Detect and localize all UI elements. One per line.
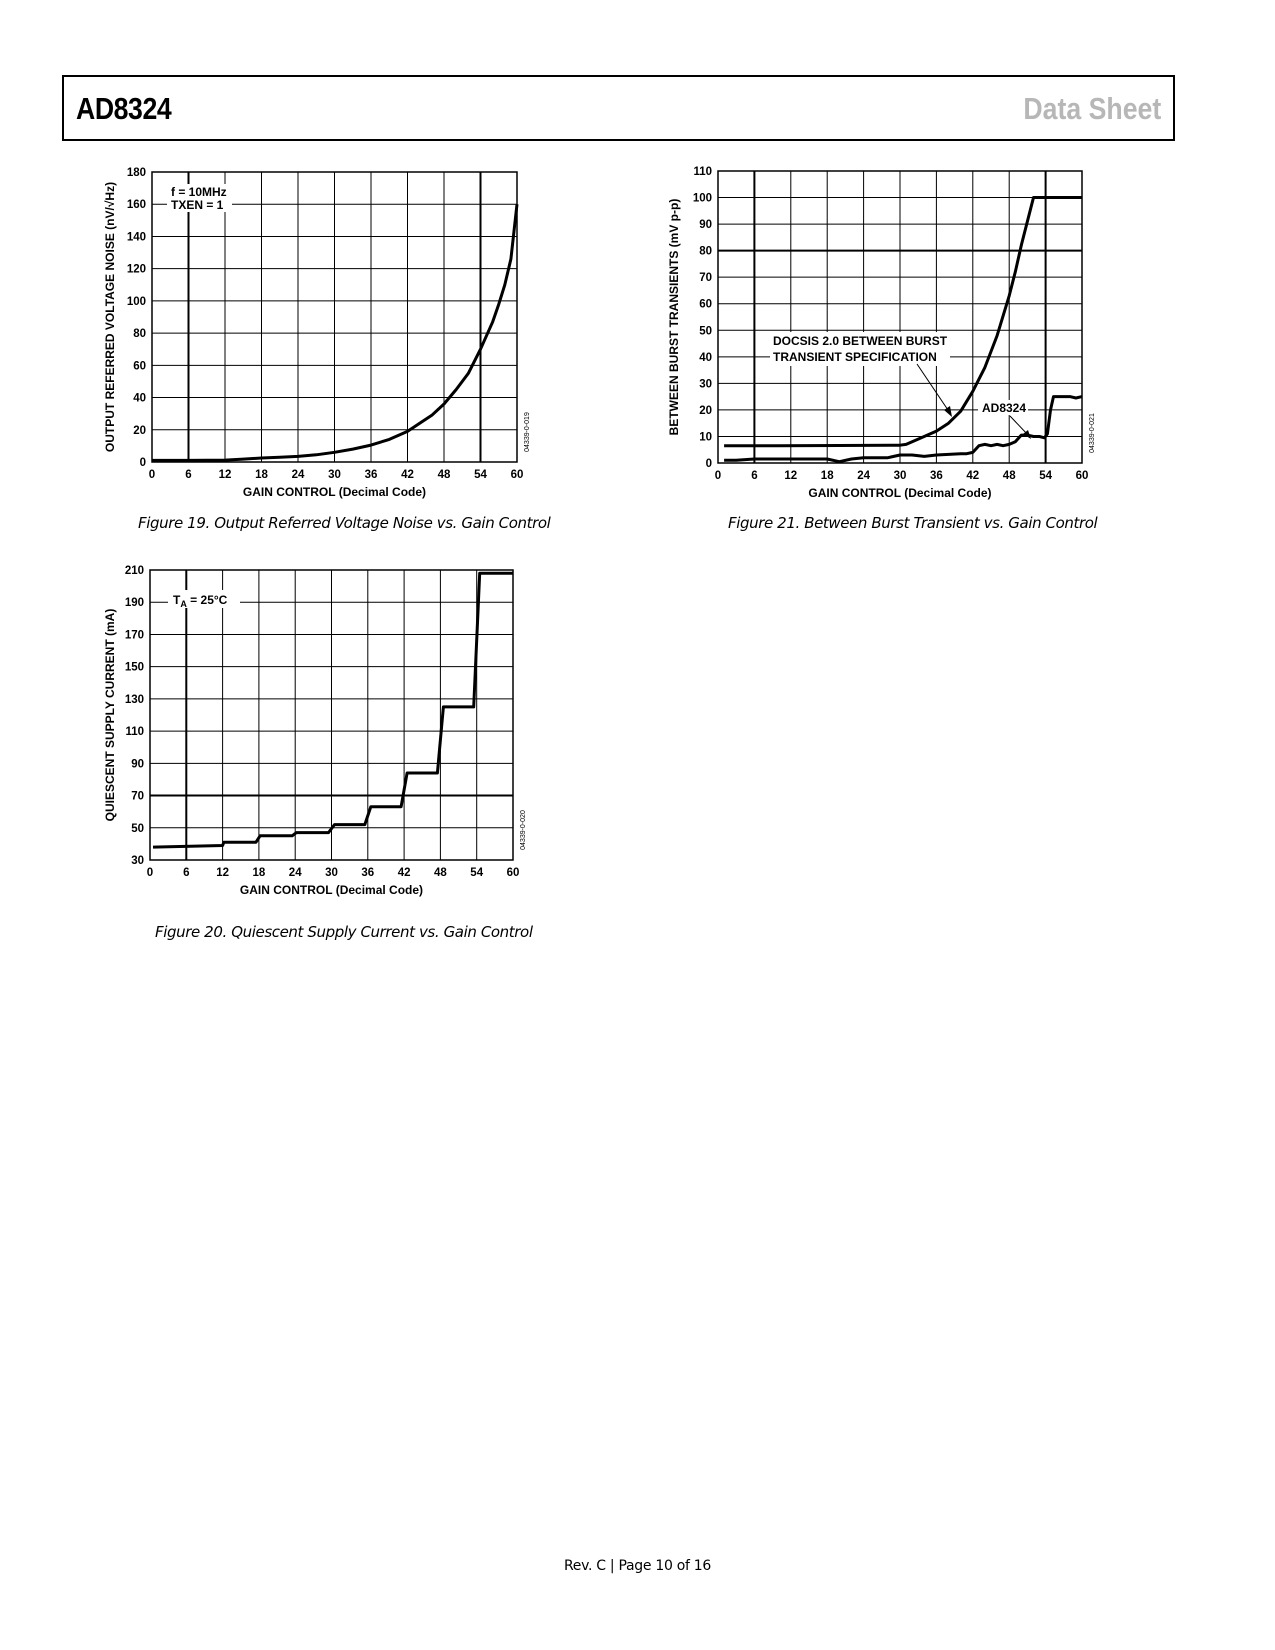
figure-code: 04339-0-021	[1089, 413, 1096, 453]
x-tick-label: 36	[361, 867, 375, 879]
y-tick-label: 150	[124, 661, 144, 674]
y-tick-label: 160	[126, 199, 146, 212]
y-tick-label: 140	[126, 231, 146, 244]
y-tick-label: 60	[699, 298, 712, 311]
x-tick-label: 6	[183, 867, 190, 879]
series-line-1	[153, 573, 513, 847]
x-tick-label: 60	[506, 867, 520, 879]
spec-annotation-line2: TRANSIENT SPECIFICATION	[773, 350, 937, 364]
y-tick-label: 110	[693, 166, 712, 178]
page-footer: Rev. C | Page 10 of 16	[564, 1558, 711, 1574]
x-tick-label: 36	[930, 470, 943, 482]
y-tick-label: 70	[699, 272, 712, 285]
figure-19-caption: Figure 19. Output Referred Voltage Noise vs. Gain Control	[138, 514, 551, 532]
y-axis-label: OUTPUT REFERRED VOLTAGE NOISE (nV/√Hz)	[103, 181, 117, 453]
y-tick-label: 70	[131, 790, 144, 803]
y-tick-label: 40	[699, 351, 712, 364]
x-tick-label: 48	[437, 469, 451, 481]
y-tick-label: 0	[139, 457, 146, 469]
x-tick-label: 6	[751, 470, 758, 482]
x-axis-label: GAIN CONTROL (Decimal Code)	[239, 883, 424, 897]
figure-20-caption: Figure 20. Quiescent Supply Current vs. Gain Control	[155, 923, 533, 941]
y-tick-label: 190	[124, 597, 144, 610]
x-tick-label: 24	[857, 470, 870, 482]
y-tick-label: 20	[133, 424, 146, 437]
x-tick-label: 18	[255, 469, 268, 481]
x-tick-label: 42	[397, 867, 411, 879]
y-tick-label: 80	[133, 328, 146, 341]
x-tick-label: 24	[291, 469, 305, 481]
x-tick-label: 30	[893, 470, 907, 482]
x-tick-label: 0	[714, 470, 722, 482]
x-tick-label: 0	[146, 867, 154, 879]
y-tick-label: 30	[131, 855, 144, 867]
x-tick-label: 0	[148, 469, 156, 481]
x-tick-label: 48	[1002, 470, 1016, 482]
y-tick-label: 40	[133, 392, 146, 405]
x-tick-label: 42	[401, 469, 414, 481]
y-tick-label: 180	[126, 167, 146, 179]
y-tick-label: 110	[125, 726, 144, 739]
y-tick-label: 90	[699, 219, 712, 232]
y-tick-label: 50	[131, 822, 144, 835]
x-tick-label: 54	[474, 469, 487, 481]
doc-type: Data Sheet	[1023, 91, 1161, 126]
y-tick-label: 100	[126, 295, 146, 308]
x-tick-label: 12	[218, 469, 232, 481]
condition-temperature: $T_A = 25^\circ C$	[173, 593, 228, 609]
x-tick-label: 36	[364, 469, 378, 481]
x-tick-label: 60	[1075, 470, 1089, 482]
condition-frequency: f = 10MHz	[171, 185, 227, 199]
x-tick-label: 12	[216, 867, 229, 879]
y-tick-label: 80	[699, 245, 712, 258]
y-axis-label: BETWEEN BURST TRANSIENTS (mV p-p)	[667, 198, 681, 436]
x-tick-label: 48	[434, 867, 447, 879]
condition-txen: TXEN = 1	[171, 198, 224, 212]
y-tick-label: 30	[699, 378, 712, 391]
x-tick-label: 54	[470, 867, 484, 879]
figure-21-caption: Figure 21. Between Burst Transient vs. Gain Control	[728, 514, 1098, 532]
y-tick-label: 20	[699, 404, 712, 417]
y-tick-label: 120	[126, 263, 146, 276]
x-tick-label: 30	[325, 867, 338, 879]
y-tick-label: 130	[124, 693, 144, 706]
y-tick-label: 50	[699, 325, 712, 338]
y-tick-label: 100	[692, 192, 712, 205]
x-tick-label: 54	[1039, 470, 1052, 482]
ad8324-annotation: AD8324	[982, 401, 1027, 415]
y-tick-label: 210	[124, 565, 144, 577]
x-tick-label: 60	[510, 469, 524, 481]
y-tick-label: 90	[131, 758, 144, 771]
figure-code: 04339-0-020	[520, 810, 527, 850]
x-tick-label: 30	[328, 469, 341, 481]
x-axis-label: GAIN CONTROL (Decimal Code)	[808, 486, 992, 500]
x-tick-label: 42	[966, 470, 980, 482]
y-tick-label: 10	[699, 431, 712, 444]
part-number: AD8324	[76, 91, 172, 126]
y-tick-label: 60	[133, 360, 146, 373]
y-tick-label: 170	[124, 629, 144, 642]
x-tick-label: 12	[784, 470, 798, 482]
y-axis-label: QUIESCENT SUPPLY CURRENT (mA)	[103, 608, 117, 822]
x-tick-label: 6	[185, 469, 192, 481]
y-tick-label: 0	[705, 458, 712, 470]
spec-annotation-line1: DOCSIS 2.0 BETWEEN BURST	[773, 334, 948, 348]
x-axis-label: GAIN CONTROL (Decimal Code)	[242, 485, 427, 499]
figure-code: 04339-0-019	[524, 412, 531, 452]
x-tick-label: 18	[820, 470, 834, 482]
x-tick-label: 24	[288, 867, 302, 879]
x-tick-label: 18	[252, 867, 266, 879]
